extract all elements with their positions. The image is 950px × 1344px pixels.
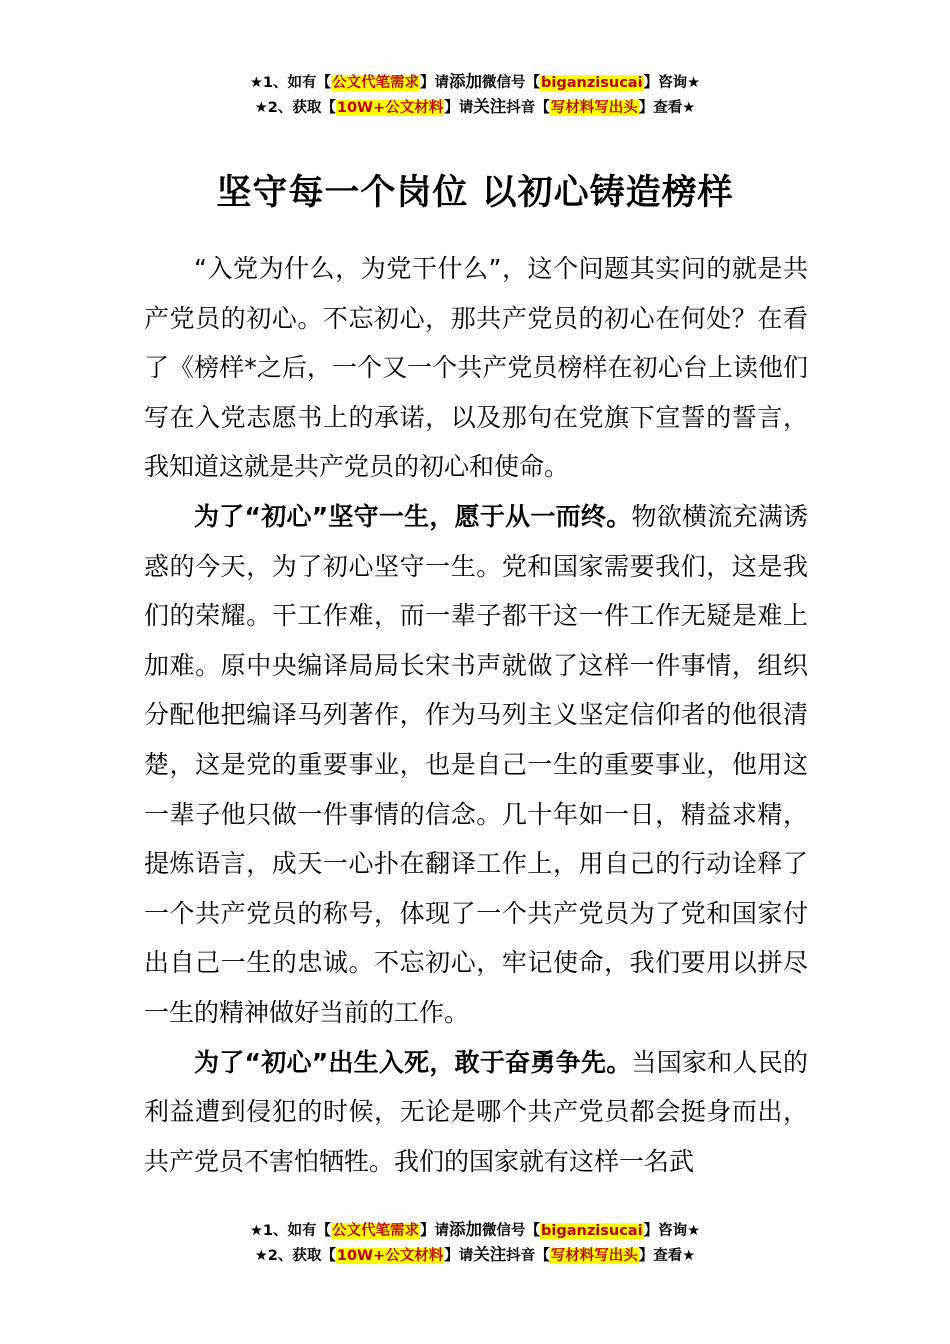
- banner-text: ★2、获取【: [254, 100, 336, 116]
- banner-text: ★1、如有【: [249, 75, 332, 91]
- banner-highlight: 公文代笔需求: [332, 75, 420, 91]
- banner-text: 】咨询★: [643, 75, 701, 91]
- banner-line-1: [0, 1218, 950, 1243]
- banner-text: 微信号【: [482, 75, 541, 91]
- banner-emphasis: 关注: [473, 97, 507, 116]
- banner-text: 抖音【: [506, 1248, 550, 1264]
- paragraph-text: 当国家和人民的利益遭到侵犯的时候，无论是哪个共产党员都会挺身而出，共产党员不害怕牺牲。我们的国家就有这样一名武: [144, 1047, 808, 1176]
- paragraph-text: 物欲横流充满诱惑的今天，为了初心坚守一生。党和国家需要我们，这是我们的荣耀。干工作难，而一辈子都干这一件工作无疑是难上加难。原中央编译局局长宋书声就做了这样一件事情，组织分配他把编译马列著作，作为马列主义坚定信仰者的他很清楚，这是党的重要事业，也是自己一生的重要事业，他用这一辈子他只做一件事情的信念。几十年如一日，精益求精，提炼语言，成天一心扑在翻译工作上，用自己的行动诠释了一个共产党员的称号，体现了一个共产党员为了党和国家付出自己一生的忠诚。不忘初心，牢记使命，我们要用以拼尽一生的精神做好当前的工作。: [144, 501, 808, 1027]
- banner-highlight: 10W+公文材料: [336, 1248, 444, 1264]
- banner-text: 】请: [420, 75, 450, 91]
- banner-text: 】请: [444, 1248, 474, 1264]
- paragraph: [144, 492, 808, 1038]
- banner-text: ★2、获取【: [254, 1248, 336, 1264]
- banner-highlight: 写材料写出头: [550, 100, 638, 116]
- banner-highlight: biganzisucai: [541, 75, 643, 91]
- banner-highlight: biganzisucai: [541, 1223, 643, 1239]
- paragraph: [144, 1038, 808, 1187]
- banner-emphasis: 关注: [473, 1245, 507, 1264]
- banner-text: 】咨询★: [643, 1223, 701, 1239]
- banner-text: 】查看★: [638, 1248, 696, 1264]
- footer-banner: [0, 1218, 950, 1268]
- document-body: [144, 244, 808, 1186]
- banner-text: ★1、如有【: [249, 1223, 332, 1239]
- banner-emphasis: 添加: [449, 72, 483, 91]
- paragraph-lead: 为了“初心”坚守一生，愿于从一而终。: [194, 501, 632, 531]
- banner-highlight: 写材料写出头: [550, 1248, 638, 1264]
- banner-line-2: [0, 95, 950, 120]
- banner-line-1: [0, 70, 950, 95]
- banner-line-2: [0, 1243, 950, 1268]
- banner-text: 微信号【: [482, 1223, 541, 1239]
- paragraph-lead: 为了“初心”出生入死，敢于奋勇争先。: [194, 1047, 632, 1077]
- paragraph-text: “入党为什么，为党干什么”，这个问题其实问的就是共产党员的初心。不忘初心，那共产党员的初心在何处？在看了《榜样*之后，一个又一个共产党员榜样在初心台上读他们写在入党志愿书上的承诺，以及那句在党旗下宣誓的誓言，我知道这就是共产党员的初心和使命。: [144, 254, 808, 482]
- banner-text: 】请: [444, 100, 474, 116]
- header-banner: [0, 70, 950, 120]
- banner-text: 抖音【: [506, 100, 550, 116]
- banner-text: 】请: [420, 1223, 450, 1239]
- banner-emphasis: 添加: [449, 1220, 483, 1239]
- document-title: 坚守每一个岗位 以初心铸造榜样: [216, 173, 734, 213]
- banner-highlight: 10W+公文材料: [336, 100, 444, 116]
- paragraph: [144, 244, 808, 492]
- banner-text: 】查看★: [638, 100, 696, 116]
- banner-highlight: 公文代笔需求: [332, 1223, 420, 1239]
